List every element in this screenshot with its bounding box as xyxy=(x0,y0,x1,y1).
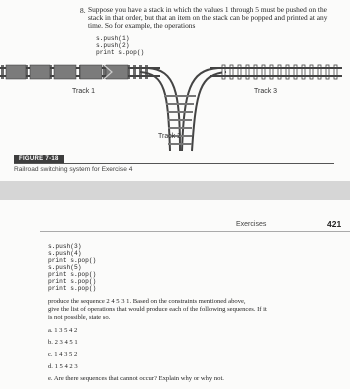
exercise-line-3: time. So for example, the operations xyxy=(88,21,196,30)
page-number: 421 xyxy=(327,219,342,229)
code-line-2: s.push(2) xyxy=(96,42,130,49)
option-c: c. 1 4 3 5 2 xyxy=(48,351,78,358)
track-3-label: Track 3 xyxy=(254,88,278,95)
exercise-number: 8. xyxy=(80,6,86,15)
code2-line-5: print s.pop() xyxy=(48,271,97,278)
railroad-diagram xyxy=(0,56,350,156)
code-line-1: s.push(1) xyxy=(96,35,130,42)
option-b: b. 2 3 4 5 1 xyxy=(48,339,78,346)
header-rule xyxy=(40,231,350,232)
code2-line-3: print s.pop() xyxy=(48,257,97,264)
code2-line-4: s.push(5) xyxy=(48,264,82,271)
figure-rule xyxy=(14,163,334,164)
code2-line-7: print s.pop() xyxy=(48,285,97,292)
option-a: a. 1 3 5 4 2 xyxy=(48,327,78,334)
paragraph-line-1: produce the sequence 2 4 5 3 1. Based on the constraints mentioned above, xyxy=(48,298,246,305)
code2-line-1: s.push(3) xyxy=(48,243,82,250)
code-line-3: print s.pop() xyxy=(96,49,145,56)
track-1-label: Track 1 xyxy=(72,88,96,95)
option-d: d. 1 5 4 2 3 xyxy=(48,363,78,370)
paragraph-line-3: is not possible, state so. xyxy=(48,314,111,321)
page-header-title: Exercises xyxy=(236,221,267,228)
page-bottom xyxy=(0,200,350,389)
exercise-line-1: Suppose you have a stack in which the values 1 through 5 must be pushed on the xyxy=(88,5,327,14)
figure-tag: FIGURE 7-18 xyxy=(14,155,64,163)
code2-line-6: print s.pop() xyxy=(48,278,97,285)
option-e: e. Are there sequences that cannot occur? Explain why or why not. xyxy=(48,375,224,382)
page-top xyxy=(0,0,350,181)
code2-line-2: s.push(4) xyxy=(48,250,82,257)
exercise-line-2: stack in that order, but that an item on the stack can be popped and printed at any xyxy=(88,13,328,22)
paragraph-line-2: give the list of operations that would produce each of the following sequences. If it xyxy=(48,306,267,313)
railroad-cars xyxy=(6,65,128,79)
figure-caption: Railroad switching system for Exercise 4 xyxy=(14,166,133,173)
track-2-label: Track 2 xyxy=(158,133,182,140)
